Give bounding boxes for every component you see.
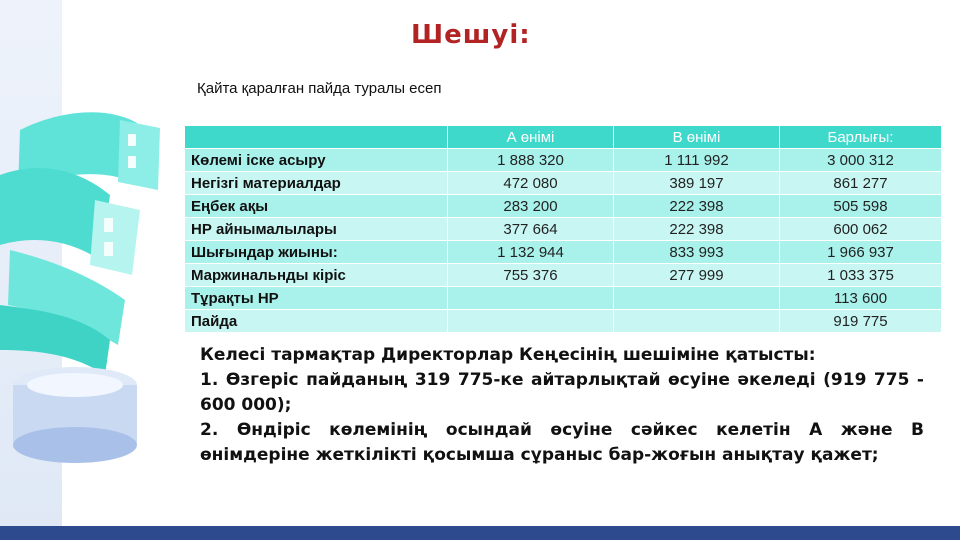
cell-product-b: 1 111 992 (614, 149, 780, 172)
decorative-film-strip-illustration (0, 100, 175, 500)
table-row (185, 218, 942, 241)
cell-product-b (614, 287, 780, 310)
cell-product-b (614, 310, 780, 333)
cell-product-b: 222 398 (614, 195, 780, 218)
row-label: Пайда (185, 310, 448, 333)
table-header-row (185, 126, 942, 149)
table-row (185, 264, 942, 287)
cell-product-a (448, 310, 614, 333)
cell-product-b: 277 999 (614, 264, 780, 287)
column-header-label (185, 126, 448, 149)
row-label: Шығындар жиыны: (185, 241, 448, 264)
cell-product-a: 1 132 944 (448, 241, 614, 264)
cell-total: 1 033 375 (780, 264, 942, 287)
cell-product-b: 222 398 (614, 218, 780, 241)
cell-total: 113 600 (780, 287, 942, 310)
cell-product-a (448, 287, 614, 310)
bottom-bar (0, 526, 960, 540)
slide-title: Шешуі: (411, 20, 531, 50)
table-row (185, 195, 942, 218)
notes-intro: Келесі тармақтар Директорлар Кеңесінің шешіміне қатысты: (200, 345, 816, 365)
cell-product-a: 377 664 (448, 218, 614, 241)
column-header-total: Барлығы: (780, 126, 942, 149)
notes-item-1: 1. Өзгеріс пайданың 319 775-ке айтарлықтай өсуіне әкеледі (919 775 - 600 000); (200, 370, 924, 415)
revised-profit-table (184, 125, 942, 333)
cell-total: 919 775 (780, 310, 942, 333)
table-row (185, 172, 942, 195)
row-label: НР айнымалылары (185, 218, 448, 241)
cell-total: 600 062 (780, 218, 942, 241)
cell-product-b: 389 197 (614, 172, 780, 195)
cell-product-a: 472 080 (448, 172, 614, 195)
cell-product-a: 283 200 (448, 195, 614, 218)
column-header-product-a: А өнімі (448, 126, 614, 149)
report-subtitle: Қайта қаралған пайда туралы есеп (197, 80, 442, 97)
cell-product-a: 1 888 320 (448, 149, 614, 172)
board-decision-notes (200, 343, 924, 468)
row-label: Маржинальнды кіріс (185, 264, 448, 287)
row-label: Тұрақты НР (185, 287, 448, 310)
row-label: Көлемі іске асыру (185, 149, 448, 172)
cell-total: 3 000 312 (780, 149, 942, 172)
row-label: Негізгі материалдар (185, 172, 448, 195)
notes-item-2: 2. Өндіріс көлемінің осындай өсуіне сәйкес келетін А және В өнімдеріне жеткілікті қосымша сұраныс бар-жоғын анықтау қажет; (200, 420, 924, 465)
cell-total: 1 966 937 (780, 241, 942, 264)
table-row (185, 241, 942, 264)
cell-total: 861 277 (780, 172, 942, 195)
table-row (185, 287, 942, 310)
cell-product-b: 833 993 (614, 241, 780, 264)
table-row (185, 310, 942, 333)
cell-product-a: 755 376 (448, 264, 614, 287)
column-header-product-b: В өнімі (614, 126, 780, 149)
table-row (185, 149, 942, 172)
cell-total: 505 598 (780, 195, 942, 218)
row-label: Еңбек ақы (185, 195, 448, 218)
